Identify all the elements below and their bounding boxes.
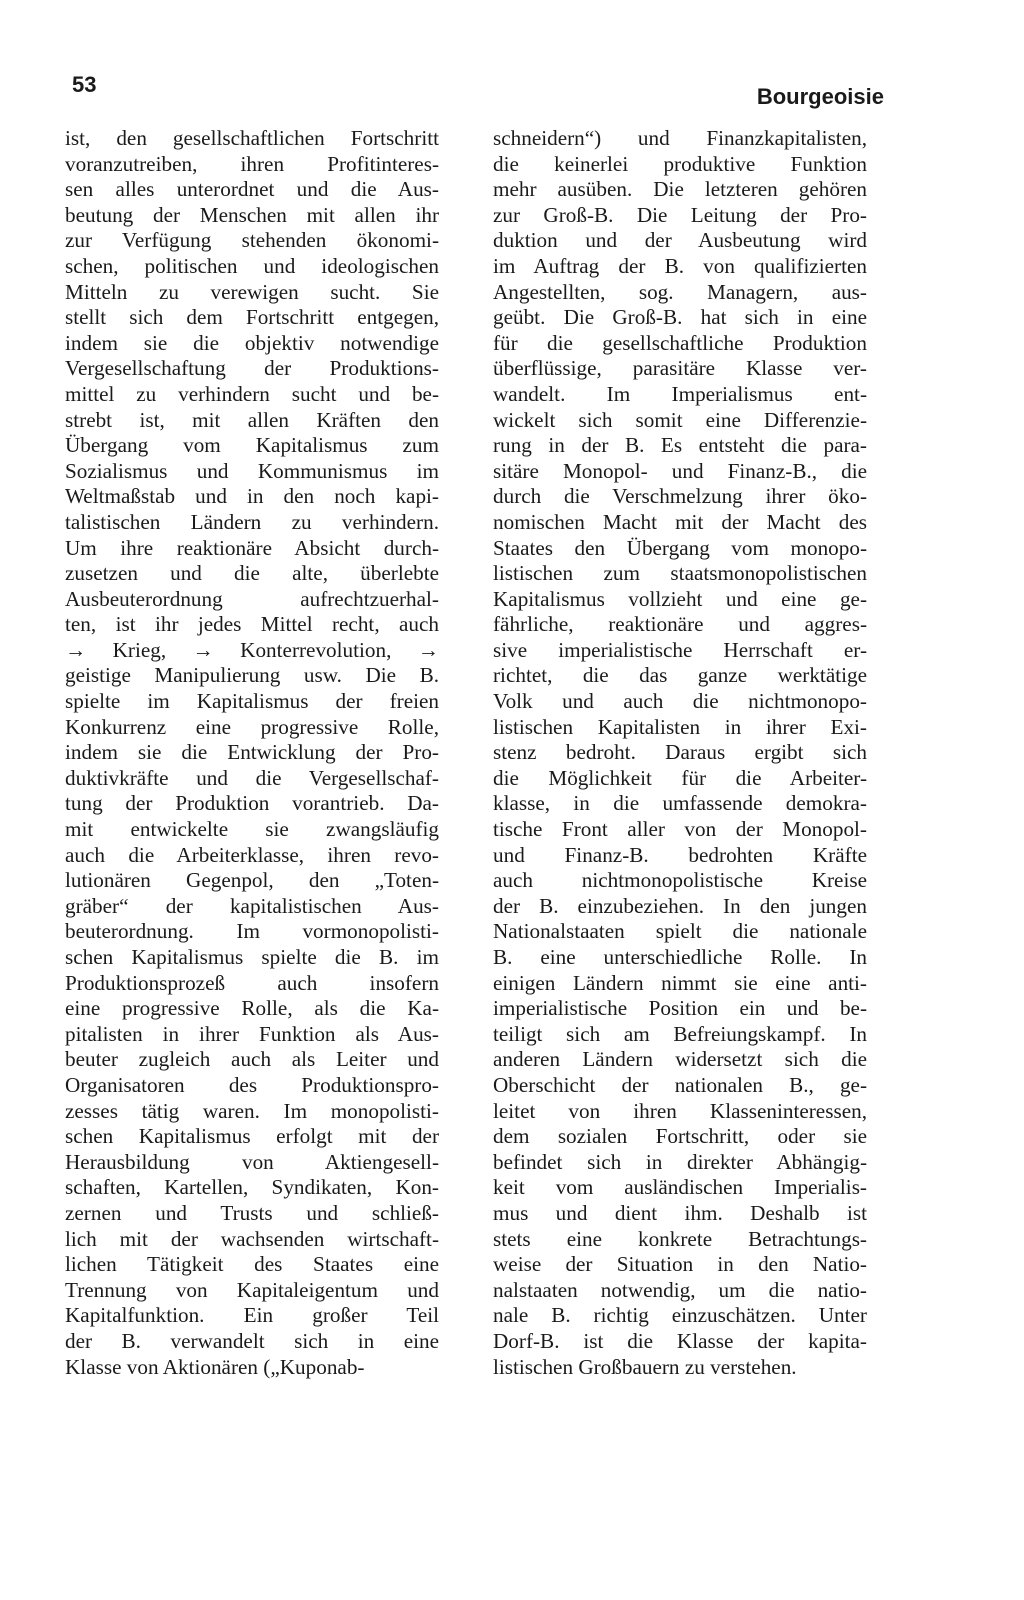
text-line: eine progressive Rolle, als die Ka- [65,996,439,1021]
text-line: zur Groß-B. Die Leitung der Pro- [493,202,867,227]
text-line: auch die Arbeiterklasse, ihren revo- [65,842,439,867]
text-line: talistischen Ländern zu verhindern. [65,509,439,534]
text-line: Mitteln zu verewigen sucht. Sie [65,279,439,304]
text-line: tische Front aller von der Monopol- [493,817,867,842]
text-line: → Krieg, → Konterrevolution, → [65,637,439,662]
text-line: für die gesellschaftliche Produktion [493,330,867,355]
text-line: Um ihre reaktionäre Absicht durch- [65,535,439,560]
left-column [65,126,439,1380]
text-line: weise der Situation in den Natio- [493,1252,867,1277]
text-line: zesses tätig waren. Im monopolisti- [65,1098,439,1123]
text-line: strebt ist, mit allen Kräften den [65,407,439,432]
text-line: listischen zum staatsmonopolistischen [493,561,867,586]
text-line: schen Kapitalismus erfolgt mit der [65,1124,439,1149]
text-line: Dorf-B. ist die Klasse der kapita- [493,1328,867,1353]
text-line: die keinerlei produktive Funktion [493,151,867,176]
text-line: geübt. Die Groß-B. hat sich in eine [493,305,867,330]
text-line: duktivkräfte und die Vergesellschaf- [65,765,439,790]
right-column [493,126,867,1380]
text-line: mittel zu verhindern sucht und be- [65,381,439,406]
text-line: schneidern“) und Finanzkapitalisten, [493,126,867,150]
text-line: schen, politischen und ideologischen [65,253,439,278]
text-line: Konkurrenz eine progressive Rolle, [65,714,439,739]
text-line: zur Verfügung stehenden ökonomi- [65,228,439,253]
text-line: im Auftrag der B. von qualifizierten [493,253,867,278]
text-line: duktion und der Ausbeutung wird [493,228,867,253]
text-line: rung in der B. Es entsteht die para- [493,433,867,458]
text-line: die Möglichkeit für die Arbeiter- [493,765,867,790]
text-line: Kapitalismus vollzieht und eine ge- [493,586,867,611]
text-line: Produktionsprozeß auch insofern [65,970,439,995]
text-line: und Finanz-B. bedrohten Kräfte [493,842,867,867]
text-line: stenz bedroht. Daraus ergibt sich [493,740,867,765]
text-line: Übergang vom Kapitalismus zum [65,433,439,458]
text-line: überflüssige, parasitäre Klasse ver- [493,356,867,381]
text-line: sive imperialistische Herrschaft er- [493,637,867,662]
text-line: durch die Verschmelzung ihrer öko- [493,484,867,509]
text-line: tung der Produktion vorantrieb. Da- [65,791,439,816]
text-line: Vergesellschaftung der Produktions- [65,356,439,381]
text-line: B. eine unterschiedliche Rolle. In [493,945,867,969]
text-line: nalstaaten notwendig, um die natio- [493,1277,867,1302]
text-line: teiligt sich am Befreiungskampf. In [493,1021,867,1046]
text-line: sen alles unterordnet und die Aus- [65,177,439,202]
text-line: mit entwickelte sie zwangsläufig [65,817,439,842]
text-line: richtet, die das ganze werktätige [493,663,867,688]
text-line: mus und dient ihm. Deshalb ist [493,1200,867,1225]
text-line: einigen Ländern nimmt sie eine anti- [493,970,867,995]
running-head: Bourgeoisie [756,84,884,109]
text-line: leitet von ihren Klasseninteressen, [493,1098,867,1123]
text-line: beuter zugleich auch als Leiter und [65,1047,439,1072]
text-line: ten, ist ihr jedes Mittel recht, auch [65,612,439,637]
text-line: ist, den gesellschaftlichen Fortschritt [65,126,439,150]
text-line: Oberschicht der nationalen B., ge- [493,1072,867,1097]
text-line: mehr ausüben. Die letzteren gehören [493,177,867,202]
text-line: nale B. richtig einzuschätzen. Unter [493,1303,867,1328]
text-line: zusetzen und die alte, überlebte [65,561,439,586]
text-line: Weltmaßstab und in den noch kapi- [65,484,439,509]
text-line: keit vom ausländischen Imperialis- [493,1175,867,1200]
text-line: dem sozialen Fortschritt, oder sie [493,1124,867,1149]
text-line: voranzutreiben, ihren Profitinteres- [65,151,439,176]
text-line: der B. verwandelt sich in eine [65,1328,439,1353]
text-line: Trennung von Kapitaleigentum und [65,1277,439,1302]
text-line: Organisatoren des Produktionspro- [65,1072,439,1097]
text-line: Sozialismus und Kommunismus im [65,458,439,483]
text-line: indem sie die Entwicklung der Pro- [65,740,439,765]
text-line: sitäre Monopol- und Finanz-B., die [493,458,867,483]
text-line: geistige Manipulierung usw. Die B. [65,663,439,688]
text-line: schen Kapitalismus spielte die B. im [65,945,439,969]
text-line: indem sie die objektiv notwendige [65,330,439,355]
text-line: lich mit der wachsenden wirtschaft- [65,1226,439,1251]
text-line: Staates den Übergang vom monopo- [493,535,867,560]
text-line: klasse, in die umfassende demokra- [493,791,867,816]
text-line: Volk und auch die nichtmonopo- [493,689,867,714]
text-line: nomischen Macht mit der Macht des [493,509,867,534]
text-line: wickelt sich somit eine Differenzie- [493,407,867,432]
text-line: pitalisten in ihrer Funktion als Aus- [65,1021,439,1046]
text-line: Angestellten, sog. Managern, aus- [493,279,867,304]
text-line: anderen Ländern widersetzt sich die [493,1047,867,1072]
text-line: Nationalstaaten spielt die nationale [493,919,867,944]
text-line: wandelt. Im Imperialismus ent- [493,381,867,406]
text-line: lutionären Gegenpol, den „Toten- [65,868,439,893]
text-line: spielte im Kapitalismus der freien [65,689,439,714]
text-line: listischen Großbauern zu verstehen. [493,1354,797,1379]
text-line: schaften, Kartellen, Syndikaten, Kon- [65,1175,439,1200]
text-line: imperialistische Position ein und be- [493,996,867,1021]
text-line: Ausbeuterordnung aufrechtzuerhal- [65,586,439,611]
text-line: fährliche, reaktionäre und aggres- [493,612,867,637]
text-line: zernen und Trusts und schließ- [65,1200,439,1225]
text-line: gräber“ der kapitalistischen Aus- [65,893,439,918]
text-line: stellt sich dem Fortschritt entgegen, [65,305,439,330]
text-line: Kapitalfunktion. Ein großer Teil [65,1303,439,1328]
text-line: stets eine konkrete Betrachtungs- [493,1226,867,1251]
text-line: auch nichtmonopolistische Kreise [493,868,867,893]
text-line: der B. einzubeziehen. In den jungen [493,893,867,918]
page-number: 53 [72,72,97,97]
text-line: listischen Kapitalisten in ihrer Exi- [493,714,867,739]
text-line: beuterordnung. Im vormonopolisti- [65,919,439,944]
text-line: Klasse von Aktionären („Kuponab- [65,1354,365,1379]
text-line: beutung der Menschen mit allen ihr [65,202,439,227]
text-line: lichen Tätigkeit des Staates eine [65,1252,439,1277]
text-line: Herausbildung von Aktiengesell- [65,1149,439,1174]
text-line: befindet sich in direkter Abhängig- [493,1149,867,1174]
